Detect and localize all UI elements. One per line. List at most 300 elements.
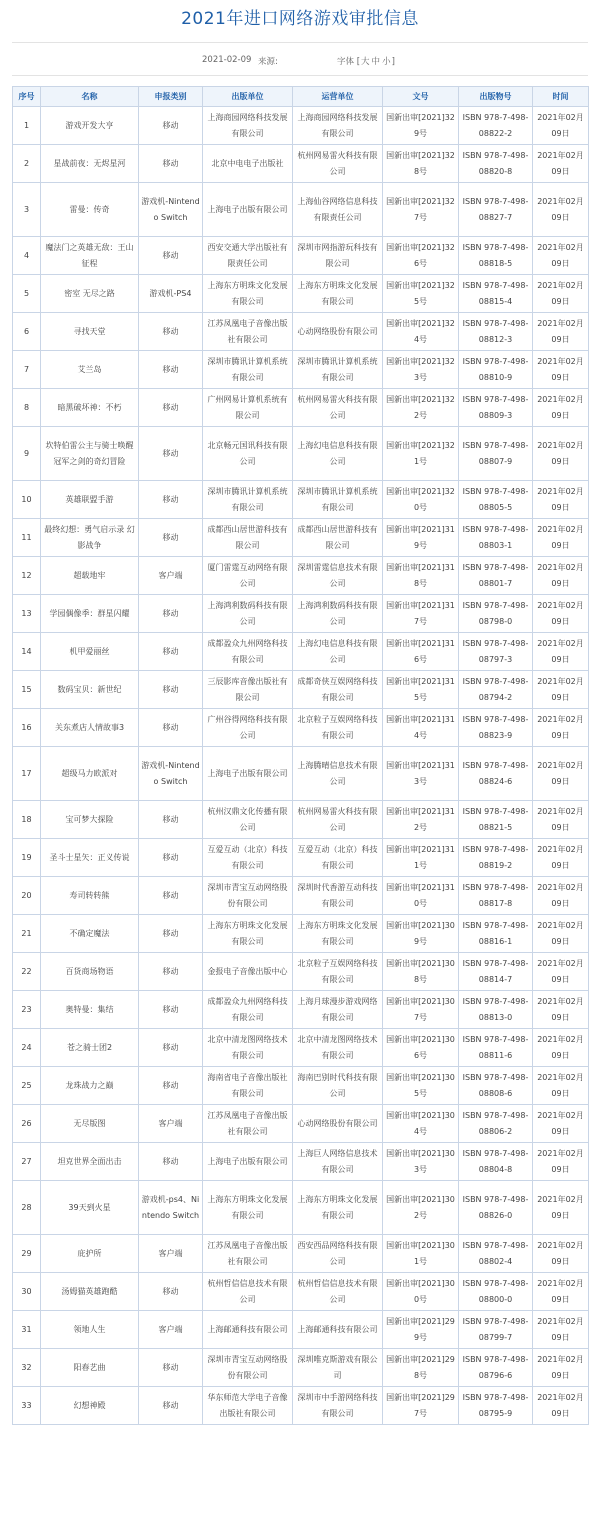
cell-approval-no: 国新出审[2021]311号 bbox=[383, 839, 459, 877]
cell-date: 2021年02月09日 bbox=[533, 519, 589, 557]
cell-operator: 北京中清龙图网络技术有限公司 bbox=[293, 1029, 383, 1067]
cell-publisher: 上海东方明珠文化发展有限公司 bbox=[203, 915, 293, 953]
cell-category: 移动 bbox=[139, 839, 203, 877]
cell-date: 2021年02月09日 bbox=[533, 709, 589, 747]
publish-date: 2021-02-09 bbox=[202, 55, 252, 65]
cell-index: 15 bbox=[13, 671, 41, 709]
table-row bbox=[13, 1311, 589, 1349]
table-row bbox=[13, 275, 589, 313]
cell-index: 5 bbox=[13, 275, 41, 313]
table-row bbox=[13, 313, 589, 351]
cell-publisher: 互爱互动（北京）科技有限公司 bbox=[203, 839, 293, 877]
cell-operator: 北京粒子互娱网络科技有限公司 bbox=[293, 953, 383, 991]
cell-publisher: 厦门雷霆互动网络有限公司 bbox=[203, 557, 293, 595]
table-row bbox=[13, 519, 589, 557]
cell-name: 苍之骑士团2 bbox=[41, 1029, 139, 1067]
cell-approval-no: 国新出审[2021]323号 bbox=[383, 351, 459, 389]
table-row bbox=[13, 1235, 589, 1273]
cell-approval-no: 国新出审[2021]326号 bbox=[383, 237, 459, 275]
table-row bbox=[13, 427, 589, 481]
cell-publisher: 北京畅元国讯科技有限公司 bbox=[203, 427, 293, 481]
cell-category: 移动 bbox=[139, 915, 203, 953]
cell-operator: 上海腾晴信息技术有限公司 bbox=[293, 747, 383, 801]
cell-operator: 杭州网易雷火科技有限公司 bbox=[293, 145, 383, 183]
cell-isbn: ISBN 978-7-498-08812-3 bbox=[459, 313, 533, 351]
table-row bbox=[13, 107, 589, 145]
cell-operator: 杭州网易雷火科技有限公司 bbox=[293, 389, 383, 427]
table-header-row bbox=[13, 87, 589, 107]
cell-isbn: ISBN 978-7-498-08811-6 bbox=[459, 1029, 533, 1067]
cell-index: 30 bbox=[13, 1273, 41, 1311]
table-row bbox=[13, 1181, 589, 1235]
cell-operator: 上海鸿利数码科技有限公司 bbox=[293, 595, 383, 633]
cell-approval-no: 国新出审[2021]308号 bbox=[383, 953, 459, 991]
cell-publisher: 上海邮通科技有限公司 bbox=[203, 1311, 293, 1349]
cell-date: 2021年02月09日 bbox=[533, 183, 589, 237]
cell-index: 8 bbox=[13, 389, 41, 427]
cell-isbn: ISBN 978-7-498-08822-2 bbox=[459, 107, 533, 145]
cell-name: 39天到火星 bbox=[41, 1181, 139, 1235]
cell-index: 28 bbox=[13, 1181, 41, 1235]
cell-index: 2 bbox=[13, 145, 41, 183]
cell-approval-no: 国新出审[2021]309号 bbox=[383, 915, 459, 953]
page-title: 2021年进口网络游戏审批信息 bbox=[181, 9, 419, 29]
cell-category: 移动 bbox=[139, 877, 203, 915]
cell-category: 移动 bbox=[139, 595, 203, 633]
cell-approval-no: 国新出审[2021]305号 bbox=[383, 1067, 459, 1105]
cell-isbn: ISBN 978-7-498-08801-7 bbox=[459, 557, 533, 595]
cell-date: 2021年02月09日 bbox=[533, 427, 589, 481]
table-row bbox=[13, 1029, 589, 1067]
cell-index: 7 bbox=[13, 351, 41, 389]
cell-date: 2021年02月09日 bbox=[533, 915, 589, 953]
cell-operator: 深圳唯克斯游戏有限公司 bbox=[293, 1349, 383, 1387]
cell-operator: 深圳雷霆信息技术有限公司 bbox=[293, 557, 383, 595]
cell-isbn: ISBN 978-7-498-08819-2 bbox=[459, 839, 533, 877]
cell-category: 移动 bbox=[139, 237, 203, 275]
table-row bbox=[13, 183, 589, 237]
header-approval-no: 文号 bbox=[383, 87, 459, 107]
cell-approval-no: 国新出审[2021]312号 bbox=[383, 801, 459, 839]
table-row bbox=[13, 481, 589, 519]
cell-isbn: ISBN 978-7-498-08795-9 bbox=[459, 1387, 533, 1425]
cell-category: 移动 bbox=[139, 633, 203, 671]
cell-name: 星战前夜：无烬星河 bbox=[41, 145, 139, 183]
cell-name: 超载地牢 bbox=[41, 557, 139, 595]
header-operator: 运营单位 bbox=[293, 87, 383, 107]
cell-category: 移动 bbox=[139, 1067, 203, 1105]
cell-publisher: 成都盈众九州网络科技有限公司 bbox=[203, 633, 293, 671]
cell-publisher: 江苏凤凰电子音像出版社有限公司 bbox=[203, 313, 293, 351]
cell-approval-no: 国新出审[2021]301号 bbox=[383, 1235, 459, 1273]
cell-category: 游戏机-Nintendo Switch bbox=[139, 747, 203, 801]
cell-name: 不确定魔法 bbox=[41, 915, 139, 953]
cell-approval-no: 国新出审[2021]324号 bbox=[383, 313, 459, 351]
cell-operator: 深圳市腾讯计算机系统有限公司 bbox=[293, 481, 383, 519]
header-isbn: 出版物号 bbox=[459, 87, 533, 107]
cell-isbn: ISBN 978-7-498-08798-0 bbox=[459, 595, 533, 633]
cell-index: 31 bbox=[13, 1311, 41, 1349]
cell-approval-no: 国新出审[2021]322号 bbox=[383, 389, 459, 427]
header-publisher: 出版单位 bbox=[203, 87, 293, 107]
table-row bbox=[13, 1273, 589, 1311]
cell-publisher: 海南省电子音像出版社有限公司 bbox=[203, 1067, 293, 1105]
cell-category: 移动 bbox=[139, 1349, 203, 1387]
cell-isbn: ISBN 978-7-498-08821-5 bbox=[459, 801, 533, 839]
cell-operator: 心动网络股份有限公司 bbox=[293, 1105, 383, 1143]
cell-date: 2021年02月09日 bbox=[533, 481, 589, 519]
cell-name: 无尽版图 bbox=[41, 1105, 139, 1143]
cell-index: 1 bbox=[13, 107, 41, 145]
table-row bbox=[13, 557, 589, 595]
cell-date: 2021年02月09日 bbox=[533, 1349, 589, 1387]
cell-approval-no: 国新出审[2021]321号 bbox=[383, 427, 459, 481]
cell-operator: 上海月球漫步游戏网络有限公司 bbox=[293, 991, 383, 1029]
cell-name: 百货商场物语 bbox=[41, 953, 139, 991]
cell-publisher: 广州网易计算机系统有限公司 bbox=[203, 389, 293, 427]
cell-category: 移动 bbox=[139, 1387, 203, 1425]
cell-date: 2021年02月09日 bbox=[533, 1067, 589, 1105]
cell-category: 移动 bbox=[139, 1143, 203, 1181]
cell-name: 领地人生 bbox=[41, 1311, 139, 1349]
cell-date: 2021年02月09日 bbox=[533, 313, 589, 351]
cell-category: 客户端 bbox=[139, 1235, 203, 1273]
cell-name: 阳春艺曲 bbox=[41, 1349, 139, 1387]
cell-isbn: ISBN 978-7-498-08804-8 bbox=[459, 1143, 533, 1181]
cell-name: 游戏开发大亨 bbox=[41, 107, 139, 145]
header-index: 序号 bbox=[13, 87, 41, 107]
cell-index: 16 bbox=[13, 709, 41, 747]
cell-isbn: ISBN 978-7-498-08810-9 bbox=[459, 351, 533, 389]
cell-name: 雷曼：传奇 bbox=[41, 183, 139, 237]
cell-date: 2021年02月09日 bbox=[533, 351, 589, 389]
cell-name: 艾兰岛 bbox=[41, 351, 139, 389]
cell-index: 32 bbox=[13, 1349, 41, 1387]
font-size-label: 字体 [ bbox=[337, 57, 361, 67]
cell-date: 2021年02月09日 bbox=[533, 1029, 589, 1067]
cell-approval-no: 国新出审[2021]299号 bbox=[383, 1311, 459, 1349]
cell-index: 25 bbox=[13, 1067, 41, 1105]
cell-category: 移动 bbox=[139, 1029, 203, 1067]
table-row bbox=[13, 633, 589, 671]
font-size-small-link[interactable]: 小 bbox=[382, 57, 391, 67]
cell-category: 游戏机-Nintendo Switch bbox=[139, 183, 203, 237]
cell-publisher: 上海电子出版有限公司 bbox=[203, 183, 293, 237]
cell-category: 移动 bbox=[139, 389, 203, 427]
cell-isbn: ISBN 978-7-498-08799-7 bbox=[459, 1311, 533, 1349]
title-divider bbox=[12, 42, 588, 43]
header-name: 名称 bbox=[41, 87, 139, 107]
table-row bbox=[13, 915, 589, 953]
cell-index: 20 bbox=[13, 877, 41, 915]
cell-operator: 上海幻电信息科技有限公司 bbox=[293, 633, 383, 671]
cell-approval-no: 国新出审[2021]316号 bbox=[383, 633, 459, 671]
cell-isbn: ISBN 978-7-498-08800-0 bbox=[459, 1273, 533, 1311]
cell-name: 英雄联盟手游 bbox=[41, 481, 139, 519]
cell-approval-no: 国新出审[2021]310号 bbox=[383, 877, 459, 915]
cell-approval-no: 国新出审[2021]314号 bbox=[383, 709, 459, 747]
meta-divider bbox=[12, 75, 588, 76]
cell-publisher: 成都西山居世游科技有限公司 bbox=[203, 519, 293, 557]
cell-category: 移动 bbox=[139, 1273, 203, 1311]
table-row bbox=[13, 1387, 589, 1425]
approval-table bbox=[12, 86, 589, 1425]
cell-category: 移动 bbox=[139, 953, 203, 991]
cell-name: 密室 无尽之路 bbox=[41, 275, 139, 313]
cell-index: 19 bbox=[13, 839, 41, 877]
cell-date: 2021年02月09日 bbox=[533, 237, 589, 275]
cell-operator: 成都西山居世游科技有限公司 bbox=[293, 519, 383, 557]
cell-approval-no: 国新出审[2021]313号 bbox=[383, 747, 459, 801]
cell-publisher: 深圳市青宝互动网络股份有限公司 bbox=[203, 1349, 293, 1387]
cell-date: 2021年02月09日 bbox=[533, 1181, 589, 1235]
cell-index: 29 bbox=[13, 1235, 41, 1273]
cell-isbn: ISBN 978-7-498-08809-3 bbox=[459, 389, 533, 427]
cell-approval-no: 国新出审[2021]297号 bbox=[383, 1387, 459, 1425]
cell-name: 最终幻想：勇气启示录 幻影战争 bbox=[41, 519, 139, 557]
cell-isbn: ISBN 978-7-498-08814-7 bbox=[459, 953, 533, 991]
cell-isbn: ISBN 978-7-498-08815-4 bbox=[459, 275, 533, 313]
cell-operator: 上海东方明珠文化发展有限公司 bbox=[293, 1181, 383, 1235]
cell-index: 4 bbox=[13, 237, 41, 275]
cell-category: 游戏机-ps4、Nintendo Switch bbox=[139, 1181, 203, 1235]
cell-approval-no: 国新出审[2021]325号 bbox=[383, 275, 459, 313]
cell-isbn: ISBN 978-7-498-08802-4 bbox=[459, 1235, 533, 1273]
table-row bbox=[13, 953, 589, 991]
cell-category: 移动 bbox=[139, 991, 203, 1029]
font-size-large-link[interactable]: 大 bbox=[361, 57, 370, 67]
cell-publisher: 杭州哲信信息技术有限公司 bbox=[203, 1273, 293, 1311]
cell-operator: 成都奇侠互娱网络科技有限公司 bbox=[293, 671, 383, 709]
cell-publisher: 华东师范大学电子音像出版社有限公司 bbox=[203, 1387, 293, 1425]
cell-index: 27 bbox=[13, 1143, 41, 1181]
table-row bbox=[13, 145, 589, 183]
cell-category: 移动 bbox=[139, 427, 203, 481]
cell-isbn: ISBN 978-7-498-08826-0 bbox=[459, 1181, 533, 1235]
cell-operator: 心动网络股份有限公司 bbox=[293, 313, 383, 351]
cell-name: 奥特曼：集结 bbox=[41, 991, 139, 1029]
cell-date: 2021年02月09日 bbox=[533, 557, 589, 595]
cell-index: 17 bbox=[13, 747, 41, 801]
cell-name: 宝可梦大探险 bbox=[41, 801, 139, 839]
source-label: 来源: bbox=[258, 57, 278, 67]
cell-name: 数码宝贝：新世纪 bbox=[41, 671, 139, 709]
cell-date: 2021年02月09日 bbox=[533, 1273, 589, 1311]
cell-operator: 上海邮通科技有限公司 bbox=[293, 1311, 383, 1349]
cell-approval-no: 国新出审[2021]300号 bbox=[383, 1273, 459, 1311]
cell-index: 3 bbox=[13, 183, 41, 237]
cell-publisher: 江苏凤凰电子音像出版社有限公司 bbox=[203, 1105, 293, 1143]
cell-isbn: ISBN 978-7-498-08818-5 bbox=[459, 237, 533, 275]
cell-publisher: 上海东方明珠文化发展有限公司 bbox=[203, 275, 293, 313]
cell-operator: 海南巴别时代科技有限公司 bbox=[293, 1067, 383, 1105]
table-row bbox=[13, 1105, 589, 1143]
table-row bbox=[13, 991, 589, 1029]
cell-publisher: 深圳市腾讯计算机系统有限公司 bbox=[203, 351, 293, 389]
cell-date: 2021年02月09日 bbox=[533, 1387, 589, 1425]
table-row bbox=[13, 747, 589, 801]
cell-date: 2021年02月09日 bbox=[533, 1311, 589, 1349]
table-row bbox=[13, 877, 589, 915]
header-date: 时间 bbox=[533, 87, 589, 107]
cell-name: 汤姆猫英雄跑酷 bbox=[41, 1273, 139, 1311]
cell-publisher: 深圳市腾讯计算机系统有限公司 bbox=[203, 481, 293, 519]
cell-category: 客户端 bbox=[139, 1311, 203, 1349]
cell-name: 学园偶像季：群星闪耀 bbox=[41, 595, 139, 633]
cell-category: 客户端 bbox=[139, 557, 203, 595]
cell-name: 关东煮店人情故事3 bbox=[41, 709, 139, 747]
cell-index: 10 bbox=[13, 481, 41, 519]
cell-publisher: 北京中清龙图网络技术有限公司 bbox=[203, 1029, 293, 1067]
table-row bbox=[13, 1143, 589, 1181]
cell-isbn: ISBN 978-7-498-08823-9 bbox=[459, 709, 533, 747]
cell-approval-no: 国新出审[2021]318号 bbox=[383, 557, 459, 595]
cell-approval-no: 国新出审[2021]302号 bbox=[383, 1181, 459, 1235]
cell-name: 魔法门之英雄无敌：王山征程 bbox=[41, 237, 139, 275]
cell-category: 移动 bbox=[139, 107, 203, 145]
cell-index: 6 bbox=[13, 313, 41, 351]
cell-category: 客户端 bbox=[139, 1105, 203, 1143]
cell-approval-no: 国新出审[2021]317号 bbox=[383, 595, 459, 633]
cell-name: 超级马力欧派对 bbox=[41, 747, 139, 801]
cell-index: 23 bbox=[13, 991, 41, 1029]
cell-index: 33 bbox=[13, 1387, 41, 1425]
table-row bbox=[13, 1067, 589, 1105]
cell-publisher: 三辰影库音像出版社有限公司 bbox=[203, 671, 293, 709]
cell-isbn: ISBN 978-7-498-08797-3 bbox=[459, 633, 533, 671]
cell-publisher: 西安交通大学出版社有限责任公司 bbox=[203, 237, 293, 275]
cell-operator: 上海幻电信息科技有限公司 bbox=[293, 427, 383, 481]
cell-approval-no: 国新出审[2021]303号 bbox=[383, 1143, 459, 1181]
cell-name: 庇护所 bbox=[41, 1235, 139, 1273]
font-size-medium-link[interactable]: 中 bbox=[371, 57, 381, 67]
cell-name: 寿司转转熊 bbox=[41, 877, 139, 915]
cell-name: 坦克世界全面出击 bbox=[41, 1143, 139, 1181]
cell-operator: 上海东方明珠文化发展有限公司 bbox=[293, 275, 383, 313]
cell-category: 移动 bbox=[139, 801, 203, 839]
cell-date: 2021年02月09日 bbox=[533, 275, 589, 313]
cell-publisher: 杭州汉鼎文化传播有限公司 bbox=[203, 801, 293, 839]
cell-publisher: 上海电子出版有限公司 bbox=[203, 1143, 293, 1181]
cell-operator: 上海巨人网络信息技术有限公司 bbox=[293, 1143, 383, 1181]
cell-isbn: ISBN 978-7-498-08820-8 bbox=[459, 145, 533, 183]
cell-date: 2021年02月09日 bbox=[533, 633, 589, 671]
cell-date: 2021年02月09日 bbox=[533, 1105, 589, 1143]
cell-isbn: ISBN 978-7-498-08816-1 bbox=[459, 915, 533, 953]
cell-approval-no: 国新出审[2021]320号 bbox=[383, 481, 459, 519]
cell-publisher: 上海商园网络科技发展有限公司 bbox=[203, 107, 293, 145]
cell-operator: 上海东方明珠文化发展有限公司 bbox=[293, 915, 383, 953]
table-row bbox=[13, 671, 589, 709]
cell-date: 2021年02月09日 bbox=[533, 1235, 589, 1273]
cell-date: 2021年02月09日 bbox=[533, 839, 589, 877]
table-row bbox=[13, 595, 589, 633]
cell-approval-no: 国新出审[2021]327号 bbox=[383, 183, 459, 237]
cell-isbn: ISBN 978-7-498-08803-1 bbox=[459, 519, 533, 557]
cell-name: 幻想神殿 bbox=[41, 1387, 139, 1425]
cell-operator: 上海仙谷网络信息科技有限责任公司 bbox=[293, 183, 383, 237]
article-meta bbox=[0, 51, 600, 71]
cell-index: 21 bbox=[13, 915, 41, 953]
cell-operator: 杭州哲信信息技术有限公司 bbox=[293, 1273, 383, 1311]
cell-publisher: 上海电子出版有限公司 bbox=[203, 747, 293, 801]
cell-approval-no: 国新出审[2021]319号 bbox=[383, 519, 459, 557]
cell-date: 2021年02月09日 bbox=[533, 107, 589, 145]
cell-index: 9 bbox=[13, 427, 41, 481]
cell-publisher: 北京中电电子出版社 bbox=[203, 145, 293, 183]
table-row bbox=[13, 839, 589, 877]
cell-operator: 西安西品网络科技有限公司 bbox=[293, 1235, 383, 1273]
font-size-switcher bbox=[337, 55, 395, 67]
table-row bbox=[13, 709, 589, 747]
cell-isbn: ISBN 978-7-498-08796-6 bbox=[459, 1349, 533, 1387]
cell-name: 寻找天堂 bbox=[41, 313, 139, 351]
cell-isbn: ISBN 978-7-498-08827-7 bbox=[459, 183, 533, 237]
cell-isbn: ISBN 978-7-498-08807-9 bbox=[459, 427, 533, 481]
cell-approval-no: 国新出审[2021]304号 bbox=[383, 1105, 459, 1143]
cell-date: 2021年02月09日 bbox=[533, 991, 589, 1029]
cell-approval-no: 国新出审[2021]307号 bbox=[383, 991, 459, 1029]
cell-approval-no: 国新出审[2021]315号 bbox=[383, 671, 459, 709]
cell-operator: 深圳市网指游玩科技有限公司 bbox=[293, 237, 383, 275]
cell-isbn: ISBN 978-7-498-08817-8 bbox=[459, 877, 533, 915]
cell-operator: 深圳时代香游互动科技有限公司 bbox=[293, 877, 383, 915]
table-row bbox=[13, 351, 589, 389]
cell-category: 移动 bbox=[139, 671, 203, 709]
cell-isbn: ISBN 978-7-498-08808-6 bbox=[459, 1067, 533, 1105]
cell-date: 2021年02月09日 bbox=[533, 389, 589, 427]
cell-category: 移动 bbox=[139, 709, 203, 747]
cell-date: 2021年02月09日 bbox=[533, 877, 589, 915]
cell-approval-no: 国新出审[2021]306号 bbox=[383, 1029, 459, 1067]
cell-publisher: 江苏凤凰电子音像出版社有限公司 bbox=[203, 1235, 293, 1273]
cell-operator: 深圳市腾讯计算机系统有限公司 bbox=[293, 351, 383, 389]
table-row bbox=[13, 1349, 589, 1387]
cell-isbn: ISBN 978-7-498-08805-5 bbox=[459, 481, 533, 519]
cell-category: 移动 bbox=[139, 313, 203, 351]
cell-publisher: 广州谷得网络科技有限公司 bbox=[203, 709, 293, 747]
cell-isbn: ISBN 978-7-498-08806-2 bbox=[459, 1105, 533, 1143]
cell-index: 14 bbox=[13, 633, 41, 671]
cell-publisher: 成都盈众九州网络科技有限公司 bbox=[203, 991, 293, 1029]
table-row bbox=[13, 389, 589, 427]
table-row bbox=[13, 801, 589, 839]
cell-operator: 北京粒子互娱网络科技有限公司 bbox=[293, 709, 383, 747]
cell-index: 26 bbox=[13, 1105, 41, 1143]
cell-date: 2021年02月09日 bbox=[533, 595, 589, 633]
header-category: 申报类别 bbox=[139, 87, 203, 107]
cell-publisher: 上海鸿利数码科技有限公司 bbox=[203, 595, 293, 633]
cell-category: 移动 bbox=[139, 519, 203, 557]
cell-category: 移动 bbox=[139, 145, 203, 183]
cell-approval-no: 国新出审[2021]329号 bbox=[383, 107, 459, 145]
cell-operator: 深圳市中手游网络科技有限公司 bbox=[293, 1387, 383, 1425]
cell-category: 游戏机-PS4 bbox=[139, 275, 203, 313]
cell-date: 2021年02月09日 bbox=[533, 953, 589, 991]
cell-index: 18 bbox=[13, 801, 41, 839]
cell-approval-no: 国新出审[2021]328号 bbox=[383, 145, 459, 183]
font-size-close: ] bbox=[391, 57, 395, 67]
cell-approval-no: 国新出审[2021]298号 bbox=[383, 1349, 459, 1387]
cell-name: 龙珠战力之巅 bbox=[41, 1067, 139, 1105]
cell-publisher: 深圳市青宝互动网络股份有限公司 bbox=[203, 877, 293, 915]
cell-date: 2021年02月09日 bbox=[533, 747, 589, 801]
cell-name: 坎特伯雷公主与骑士唤醒冠军之剑的奇幻冒险 bbox=[41, 427, 139, 481]
cell-name: 暗黑破坏神：不朽 bbox=[41, 389, 139, 427]
cell-isbn: ISBN 978-7-498-08824-6 bbox=[459, 747, 533, 801]
cell-date: 2021年02月09日 bbox=[533, 145, 589, 183]
cell-date: 2021年02月09日 bbox=[533, 671, 589, 709]
